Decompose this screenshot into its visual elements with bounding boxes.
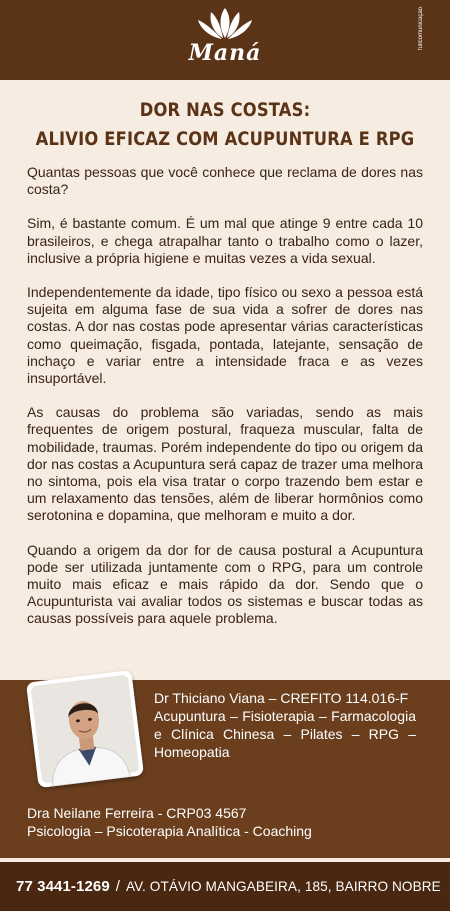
title-line-1: DOR NAS COSTAS: bbox=[139, 99, 311, 121]
doctor-specialties: Acupuntura – Fisioterapia – Farmacologia e Clínica Chinesa – Pilates – RPG – Homeopatia bbox=[154, 708, 416, 760]
lotus-icon bbox=[193, 6, 257, 42]
page-title bbox=[32, 96, 419, 154]
footer-band bbox=[0, 862, 450, 911]
footer-separator: / bbox=[115, 878, 121, 895]
address: AV. OTÁVIO MANGABEIRA, 185, BAIRRO NOBRE bbox=[126, 878, 441, 894]
header-band bbox=[0, 0, 450, 80]
paragraph: Quantas pessoas que você conhece que reclama de dores nas costa? bbox=[27, 164, 423, 198]
paragraph: As causas do problema são variadas, sendo as mais frequentes de origem postural, fraqueza muscular, falta de mobilidade, traumas. Porém independente do tipo ou origem da dor nas costas a Acupuntura será capaz de trazer uma melhora no sintoma, pois ela visa tratar o corpo trazendo bem estar e um relaxamento das tensões, além de liberar hormônios como serotonina e dopamina, que melhoram e muito a dor. bbox=[27, 404, 423, 524]
brand-name: Maná bbox=[188, 40, 262, 66]
psychologist-name: Dra Neilane Ferreira - CRP03 4567 bbox=[27, 805, 247, 821]
phone-number[interactable]: 77 3441-1269 bbox=[16, 878, 110, 895]
doctor-info bbox=[154, 689, 416, 761]
psychologist-specialties: Psicologia – Psicoterapia Analítica - Coaching bbox=[27, 823, 312, 839]
doctor-portrait-icon bbox=[26, 670, 144, 788]
agency-tag: fullcomunicação bbox=[418, 6, 424, 50]
article-body bbox=[27, 164, 423, 645]
title-line-2: ALIVIO EFICAZ COM ACUPUNTURA E RPG bbox=[35, 128, 415, 150]
paragraph: Independentemente da idade, tipo físico ou sexo a pessoa está sujeita em alguma fase de sua vida a sofrer de dores nas costas. A dor nas costas pode apresentar várias características como queimação, fisgada, pontada, latejante, sensação de inchaço e variar entre a intensidade fraca e as vezes insuportável. bbox=[27, 284, 423, 387]
brand-logo bbox=[175, 6, 275, 74]
contact-line bbox=[16, 878, 441, 895]
paragraph: Quando a origem da dor for de causa postural a Acupuntura pode ser utilizada juntamente com o RPG, para um controle muito mais eficaz e mais rápido da dor. Sendo que o Acupunturista vai avaliar todos os sistemas e buscar todas as causas possíveis para aquele problema. bbox=[27, 541, 423, 627]
doctor-name: Dr Thiciano Viana – CREFITO 114.016-F bbox=[154, 690, 409, 706]
doctor-photo bbox=[26, 670, 144, 788]
psychologist-info bbox=[27, 804, 427, 840]
paragraph: Sim, é bastante comum. É um mal que atinge 9 entre cada 10 brasileiros, e chega atrapalhar tanto o trabalho como o lazer, inclusive a própria higiene e muitas vezes a vida sexual. bbox=[27, 215, 423, 266]
